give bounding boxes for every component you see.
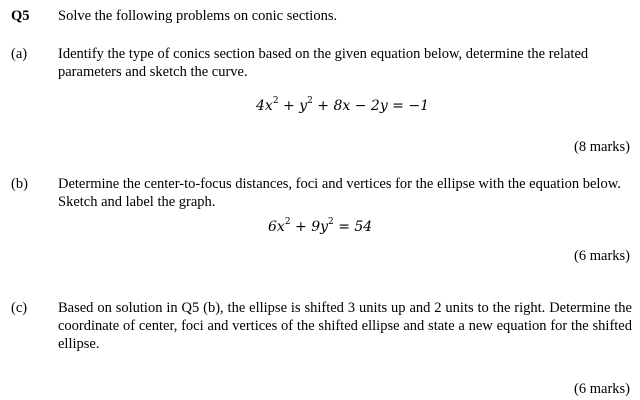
part-a-marks: (8 marks) xyxy=(574,139,630,155)
part-b-label: (b) xyxy=(11,176,28,192)
part-b-equation xyxy=(268,218,372,236)
question-intro: Solve the following problems on conic sections. xyxy=(58,8,338,24)
eq-b-rest: = 54 xyxy=(333,219,373,235)
eq-a-power1: 2 xyxy=(272,96,279,107)
part-a-label: (a) xyxy=(11,46,28,62)
part-c-label: (c) xyxy=(11,300,28,316)
part-b-marks: (6 marks) xyxy=(574,248,630,264)
eq-a-op1: + xyxy=(278,98,300,114)
eq-b-term1: 6x xyxy=(268,219,285,235)
part-a-text: Identify the type of conics section based on the given equation below, determine the related parameters and sketch the curve. xyxy=(58,46,589,80)
eq-a-term2: y xyxy=(299,98,308,114)
eq-a-term1: 4x xyxy=(256,98,273,114)
eq-a-power2: 2 xyxy=(307,96,313,107)
part-b-text: Determine the center-to-focus distances, foci and vertices for the ellipse with the equation below. Sketch and label the graph. xyxy=(58,176,621,210)
eq-b-power2: 2 xyxy=(328,217,334,228)
part-c-marks: (6 marks) xyxy=(574,381,630,397)
eq-b-op1: + xyxy=(290,219,312,235)
eq-a-rest: + 8x − 2y = −1 xyxy=(312,98,429,114)
part-a-equation xyxy=(256,97,429,115)
question-number: Q5 xyxy=(11,8,30,24)
eq-b-power1: 2 xyxy=(284,217,291,228)
part-c-text: Based on solution in Q5 (b), the ellipse is shifted 3 units up and 2 units to the right. Determine the coordinate of center, foci and vertices of the shifted ellipse and state a new equation for the shifted ellipse. xyxy=(58,300,632,352)
eq-b-term2: 9y xyxy=(311,219,329,235)
